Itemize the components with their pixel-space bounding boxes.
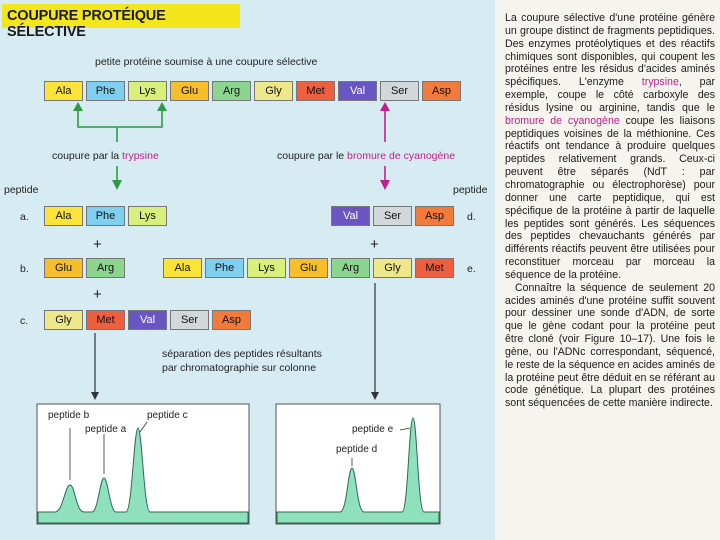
residue-asp: Asp — [415, 206, 454, 226]
residue-ser: Ser — [380, 81, 419, 101]
residue-ser: Ser — [373, 206, 412, 226]
plus-sign: + — [93, 286, 102, 303]
residue-phe: Phe — [86, 81, 125, 101]
peak-label-c: peptide c — [147, 410, 188, 421]
top-caption: petite protéine soumise à une coupure sélective — [95, 56, 318, 68]
paragraph-1 — [505, 12, 715, 282]
plus-sign: + — [93, 236, 102, 253]
body-text — [505, 12, 715, 410]
arrow-head — [157, 102, 167, 111]
residue-lys: Lys — [128, 81, 167, 101]
residue-arg: Arg — [212, 81, 251, 101]
residue-met: Met — [296, 81, 335, 101]
arrow-head — [91, 392, 99, 400]
arrow-head — [380, 180, 390, 190]
peptide-a-label: a. — [20, 211, 29, 223]
residue-phe: Phe — [205, 258, 244, 278]
highlighted-term: bromure de cyanogène — [505, 114, 620, 127]
residue-lys: Lys — [128, 206, 167, 226]
residue-gly: Gly — [373, 258, 412, 278]
peptide-c-label: c. — [20, 315, 29, 327]
plus-sign: + — [370, 236, 379, 253]
residue-glu: Glu — [44, 258, 83, 278]
residue-arg: Arg — [331, 258, 370, 278]
text-segment: , par exemple, coupe le côté carboxyle des résidus lysine ou arginine, tandis que le — [505, 76, 715, 114]
text-segment: La coupure sélective d'une protéine génère un groupe distinct de fragments peptidiques. Des enzymes protéolytiques et des réactifs chimiques sont disponibles, qui coupent les protéines entre les résidus d'acides aminés spécifiques. L'enzyme — [505, 12, 715, 89]
residue-asp: Asp — [212, 310, 251, 330]
text-segment: coupe les liaisons peptidiques voisines de la méthionine. Ces réactifs ont tendance à produire quelques peptides relativement grands. Ceux-ci peuvent être séparés (NdT : par chromatographie ou électrophorèse) pour donner une carte peptidique, qui est spécifique de la protéine à partir de laquelle les peptides sont générés. Les séquences des peptides chevauchants générés par différents réactifs peuvent être utilisées pour reconstituer morceau par morceau la séquence de la protéine. — [505, 114, 715, 281]
trypsin-cut-label: coupure par la trypsine — [52, 150, 159, 162]
residue-phe: Phe — [86, 206, 125, 226]
peak-label-e: peptide e — [352, 424, 394, 435]
peptide-b-label: b. — [20, 263, 29, 275]
residue-val: Val — [128, 310, 167, 330]
arrow-head — [73, 102, 83, 111]
residue-ala: Ala — [44, 81, 83, 101]
residue-ala: Ala — [163, 258, 202, 278]
cnbr-cut-label: coupure par le bromure de cyanogène — [277, 150, 456, 162]
residue-glu: Glu — [170, 81, 209, 101]
arrow-head — [380, 102, 390, 111]
residue-asp: Asp — [422, 81, 461, 101]
residue-val: Val — [338, 81, 377, 101]
arrow-head — [371, 392, 379, 400]
trypsin-arrows — [78, 108, 162, 180]
residue-val: Val — [331, 206, 370, 226]
residue-lys: Lys — [247, 258, 286, 278]
figure-title: COUPURE PROTÉIQUE SÉLECTIVE — [2, 4, 240, 28]
residue-met: Met — [86, 310, 125, 330]
peak-label-b: peptide b — [48, 410, 90, 421]
separation-caption-line2: par chromatographie sur colonne — [162, 362, 317, 374]
residue-glu: Glu — [289, 258, 328, 278]
paragraph-2: Connaître la séquence de seulement 20 acides aminés d'une protéine suffit souvent pour dessiner une sonde d'ADN, de sorte que le gène codant pour la protéine peut être cloné (voir Figure 10–17). Une fois le gène, ou l'ADNc correspondant, séquencé, le reste de la séquence en acides aminés de la protéine peut être déduit en se référant au code génétique. La plupart des protéines sont séquencées de cette manière indirecte. — [505, 281, 715, 410]
peptide-e-label: e. — [467, 263, 476, 275]
residue-ser: Ser — [170, 310, 209, 330]
residue-gly: Gly — [254, 81, 293, 101]
highlighted-term: trypsine — [641, 76, 679, 89]
arrow-head — [112, 180, 122, 190]
residue-arg: Arg — [86, 258, 125, 278]
separation-caption-line1: séparation des peptides résultants — [162, 348, 322, 360]
residue-gly: Gly — [44, 310, 83, 330]
peak-label-a: peptide a — [85, 424, 127, 435]
peptide-heading-right: peptide — [453, 184, 488, 196]
peptide-heading-left: peptide — [4, 184, 39, 196]
residue-ala: Ala — [44, 206, 83, 226]
peptide-d-label: d. — [467, 211, 476, 223]
residue-met: Met — [415, 258, 454, 278]
peak-label-d: peptide d — [336, 444, 378, 455]
